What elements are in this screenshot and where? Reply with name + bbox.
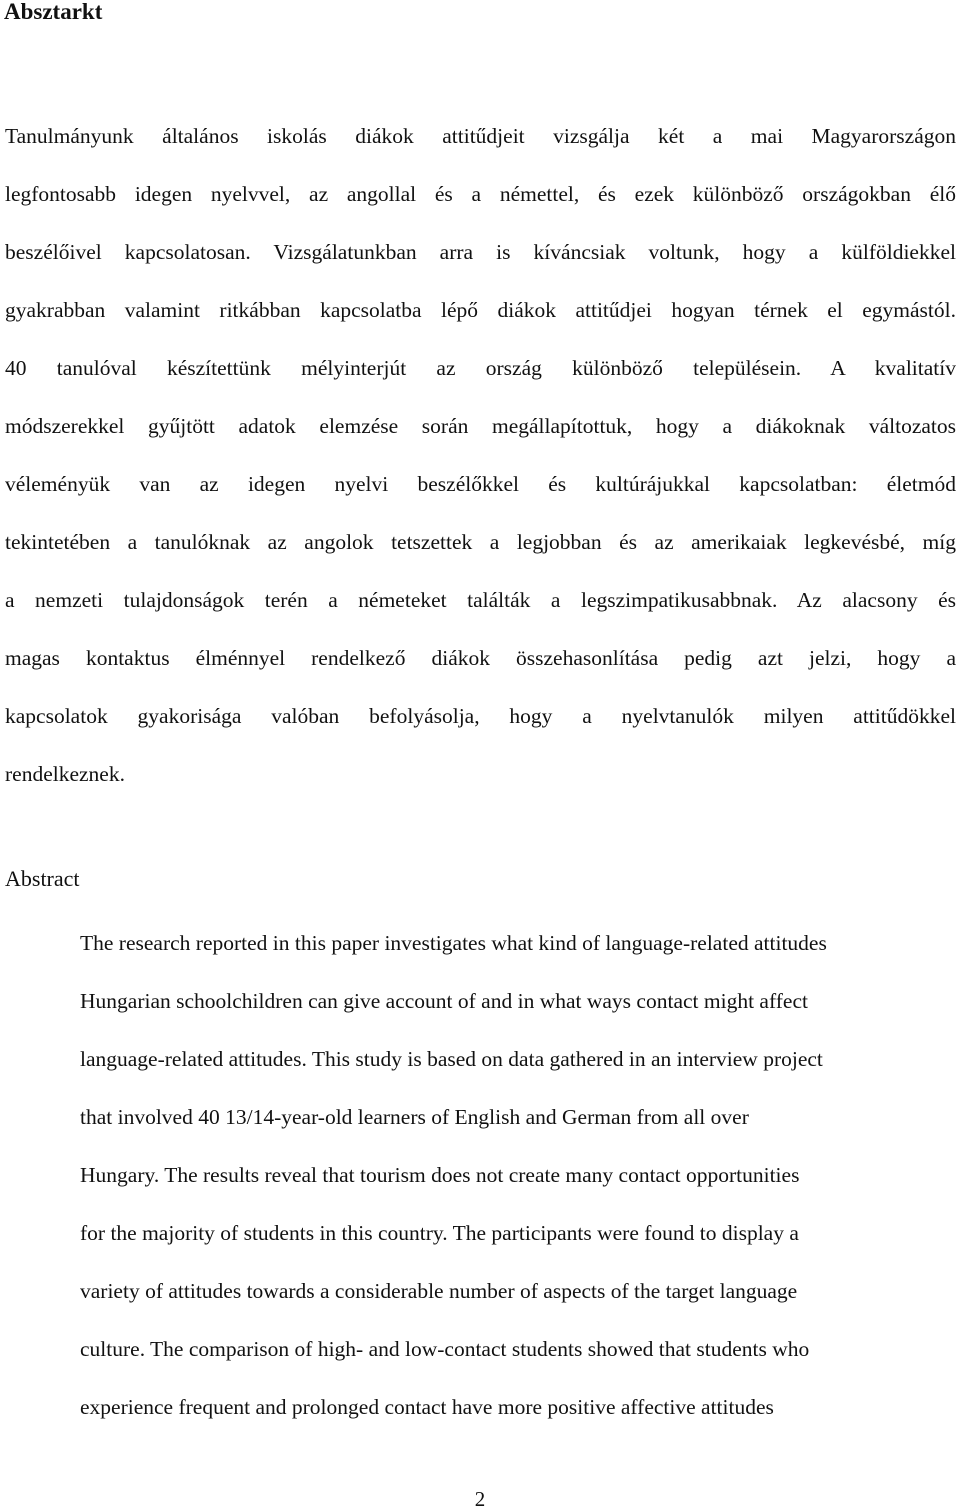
english-abstract-body [80,914,956,1436]
hungarian-abstract-line: legfontosabb idegen nyelvvel, az angollal és a némettel, és ezek különböző országokban élő [5,182,956,206]
english-abstract-line: variety of attitudes towards a considerable number of aspects of the target language [80,1279,798,1303]
english-abstract-line: Hungarian schoolchildren can give account of and in what ways contact might affect [80,989,808,1013]
english-abstract-line: The research reported in this paper investigates what kind of language-related attitudes [80,931,827,955]
english-abstract-line: Hungary. The results reveal that tourism does not create many contact opportunities [80,1163,800,1187]
hungarian-abstract-line: Tanulmányunk általános iskolás diákok attitűdjeit vizsgálja két a mai Magyarországon [5,124,956,148]
hungarian-abstract-line: véleményük van az idegen nyelvi beszélőkkel és kultúrájukkal kapcsolatban: életmód [5,472,956,496]
hungarian-abstract-line: kapcsolatok gyakorisága valóban befolyásolja, hogy a nyelvtanulók milyen attitűdökkel [5,704,956,728]
english-abstract-line: that involved 40 13/14-year-old learners of English and German from all over [80,1105,749,1129]
hungarian-abstract-line: 40 tanulóval készítettünk mélyinterjút az ország különböző településein. A kvalitatív [5,356,956,380]
hungarian-abstract-line: magas kontaktus élménnyel rendelkező diákok összehasonlítása pedig azt jelzi, hogy a [5,646,956,670]
hungarian-abstract-body [5,107,956,803]
hungarian-abstract-line: módszerekkel gyűjtött adatok elemzése során megállapítottuk, hogy a diákoknak változatos [5,414,956,438]
english-abstract-heading: Abstract [5,866,80,891]
hungarian-abstract-line: beszélőivel kapcsolatosan. Vizsgálatunkban arra is kíváncsiak voltunk, hogy a külföldiekkel [5,240,956,264]
hungarian-abstract-line: tekintetében a tanulóknak az angolok tetszettek a legjobban és az amerikaiak legkevésbé, míg [5,530,956,554]
hungarian-abstract-line: a nemzeti tulajdonságok terén a németeket találták a legszimpatikusabbnak. Az alacsony és [5,588,956,612]
english-abstract-line: culture. The comparison of high- and low-contact students showed that students who [80,1337,810,1361]
hungarian-abstract-line: rendelkeznek. [5,762,125,786]
page-number: 2 [474,1487,486,1511]
english-abstract-line: language-related attitudes. This study is based on data gathered in an interview project [80,1047,823,1071]
english-abstract-line: experience frequent and prolonged contact have more positive affective attitudes [80,1395,774,1419]
hungarian-abstract-line: gyakrabban valamint ritkábban kapcsolatba lépő diákok attitűdjei hogyan térnek el egymástól. [5,298,956,322]
english-abstract-line: for the majority of students in this country. The participants were found to display a [80,1221,799,1245]
hungarian-abstract-heading: Absztarkt [4,0,103,24]
